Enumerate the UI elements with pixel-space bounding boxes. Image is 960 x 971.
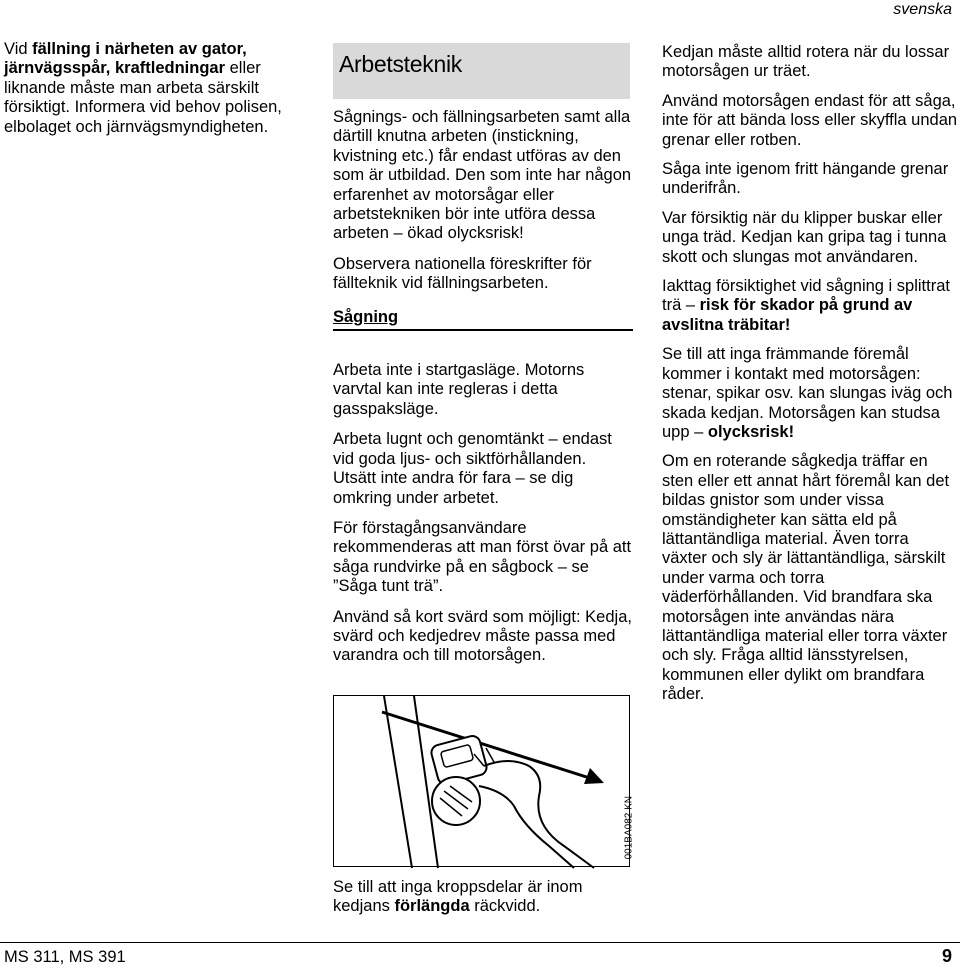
footer-rule xyxy=(0,942,960,943)
caption-emphasis: förlängda xyxy=(394,897,470,916)
figure-code: 001BA082 KN xyxy=(623,796,634,860)
middle-column xyxy=(333,108,633,677)
first-time-users-paragraph: För förstagångsanvändare rekommenderas att man först övar på att såga rundvirke på en sågbock – se ”Såga tunt trä”. xyxy=(333,518,632,596)
figure-caption: Se till att inga kroppsdelar är inom kedjans förlängda räckvidd. xyxy=(333,878,583,916)
foreign-objects-paragraph: Se till att inga främmande föremål kommer i kontakt med motorsågen: stenar, spikar osv. kan slungas iväg och skada kedjan. Motorsågen kan studsa upp – olycksrisk! xyxy=(662,345,953,441)
section-title-bar xyxy=(333,43,630,99)
bushes-paragraph: Var försiktig när du klipper buskar eller unga träd. Kedjan kan gripa tag i tunna skott och slungas mot användaren. xyxy=(662,208,947,266)
splinter-warning: risk för skador på grund av avslitna träbitar! xyxy=(662,296,913,334)
chainsaw-illustration xyxy=(333,695,634,867)
footer-model: MS 311, MS 391 xyxy=(4,948,126,966)
roadside-felling-paragraph: Vid fällning i närheten av gator, järnvägsspår, kraftledningar eller liknande måste man arbeta särskilt försiktigt. Informera vid behov polisen, elbolaget och järnvägsmyndigheten. xyxy=(4,40,282,136)
work-calmly-paragraph: Arbeta lugnt och genomtänkt – endast vid goda ljus- och siktförhållanden. Utsätt inte andra för fara – se dig omkring under arbetet. xyxy=(333,430,612,507)
splintered-wood-paragraph: Iakttag försiktighet vid sågning i splittrat trä – risk för skador på grund av avslitna träbitar! xyxy=(662,277,950,334)
roadside-emphasis: fällning i närheten av gator, järnvägsspår, kraftledningar xyxy=(4,40,247,78)
section-title: Arbetsteknik xyxy=(339,51,462,77)
use-for-sawing-paragraph: Använd motorsågen endast för att såga, inte för att bända loss eller skyffla undan grenar eller rotben. xyxy=(662,91,958,149)
chainsaw-drawing xyxy=(334,696,631,868)
chain-rotate-paragraph: Kedjan måste alltid rotera när du lossar motorsågen ur träet. xyxy=(662,43,950,81)
left-column xyxy=(4,40,304,148)
regulations-paragraph: Observera nationella föreskrifter för fällteknik vid fällningsarbeten. xyxy=(333,254,592,293)
accident-warning: olycksrisk! xyxy=(707,422,795,441)
subheading-sagning: Sågning xyxy=(333,308,633,331)
language-label: svenska xyxy=(893,1,952,18)
training-paragraph: Sågnings- och fällningsarbeten samt alla därtill knutna arbeten (instickning, kvistning etc.) får endast utföras av den som är utbildad. Den som inte har någon erfarenhet av motorsågar eller arbetstekniken bör inte utföra dessa arbeten – ökad olycksrisk! xyxy=(333,108,632,243)
right-column xyxy=(662,43,958,715)
page-number: 9 xyxy=(941,946,952,966)
short-bar-paragraph: Använd så kort svärd som möjligt: Kedja, svärd och kedjedrev måste passa med varandra och till motorsågen. xyxy=(333,607,632,665)
hanging-branches-paragraph: Såga inte igenom fritt hängande grenar underifrån. xyxy=(662,160,949,198)
fire-risk-paragraph: Om en roterande sågkedja träffar en sten eller ett annat hårt föremål kan det bildas gnistor som under vissa omständigheter kan sätta eld på lättantändliga material. Även torra växter och sly är lättantändliga, särskilt under varma och torra väderförhållanden. Vid brandfara ska motorsågen inte användas nära lättantändliga material eller torra växter och sly. Fråga alltid länsstyrelsen, kommunen eller dylikt om brandfara råder. xyxy=(662,452,950,704)
start-throttle-paragraph: Arbeta inte i startgasläge. Motorns varvtal kan inte regleras i detta gasspaksläge. xyxy=(333,361,585,418)
